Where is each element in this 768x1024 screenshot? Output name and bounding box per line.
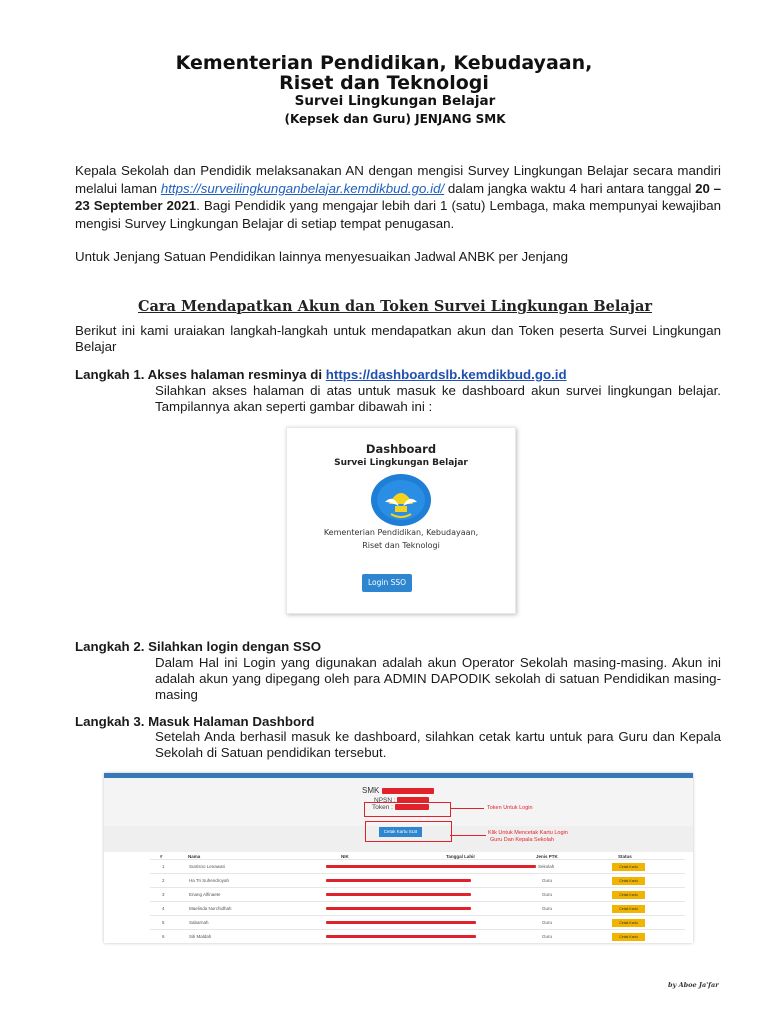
- login-org-line2: Riset dan Teknologi: [362, 541, 440, 550]
- dashboard-link[interactable]: https://dashboardslb.kemdikbud.go.id: [325, 367, 567, 382]
- table-row: [150, 859, 685, 874]
- login-screenshot: [286, 427, 516, 614]
- redacted-nik: [326, 879, 471, 882]
- table-row: [150, 887, 685, 902]
- token-annotation: Token Untuk Login: [487, 805, 533, 811]
- step-3-heading: Langkah 3. Masuk Halaman Dashbord: [75, 714, 315, 729]
- document-subtitle: Survei Lingkungan Belajar: [294, 93, 496, 109]
- row-ptk: Sekolah: [538, 864, 555, 869]
- col-header-ptk: Jenis PTK: [536, 854, 558, 859]
- row-ptk: Guru: [542, 892, 553, 897]
- login-title: Dashboard: [365, 442, 437, 456]
- row-no: 3: [162, 892, 165, 897]
- document-title-line1: Kementerian Pendidikan, Kebudayaan,: [175, 52, 593, 74]
- redacted-nik: [326, 907, 471, 910]
- redacted-nik: [326, 893, 471, 896]
- token-highlight-box: [364, 802, 451, 817]
- table-row: [150, 929, 685, 943]
- step-2-text: Dalam Hal ini Login yang digunakan adalah akun Operator Sekolah masing-masing. Akun ini adalah akun yang dipegang oleh para ADMIN DAPODIK sekolah di satuan Pendidikan masing-masing: [155, 655, 721, 702]
- row-ptk: Guru: [542, 906, 553, 911]
- redacted-nik: [326, 865, 536, 868]
- col-header-nik: NIK: [341, 854, 349, 859]
- print-annotation-2: Guru Dan Kepala Sekolah: [490, 837, 554, 843]
- col-header-nama: Nama: [188, 854, 201, 859]
- login-sso-button[interactable]: Login SSO: [362, 574, 412, 592]
- section-title: Cara Mendapatkan Akun dan Token Survei Lingkungan Belajar: [137, 298, 652, 315]
- document-subtitle-level: (Kepsek dan Guru) JENJANG SMK: [284, 112, 506, 126]
- table-row: [150, 901, 685, 916]
- step-1-text: Silahkan akses halaman di atas untuk masuk ke dashboard akun survei lingkungan belajar. Tampilannya akan seperti gambar dibawah ini :: [155, 383, 721, 414]
- token-label: Token :: [372, 804, 393, 811]
- redacted-school: [382, 788, 434, 794]
- redacted-nik: [326, 935, 476, 938]
- step-3-text: Setelah Anda berhasil masuk ke dashboard, silahkan cetak kartu untuk para Guru dan Kepala Sekolah di Satuan pendidikan tersebut.: [155, 729, 721, 760]
- intro-dates: 20 – 23 September 2021: [75, 180, 721, 213]
- login-subtitle: Survei Lingkungan Belajar: [334, 458, 468, 468]
- tut-wuri-handayani-logo-icon: [369, 472, 433, 528]
- row-nama: Maelinda Nurchidhah: [189, 906, 232, 911]
- row-print-button[interactable]: Cetak Kartu: [612, 877, 645, 885]
- row-print-button[interactable]: Cetak Kartu: [612, 863, 645, 871]
- section-intro: Berikut ini kami uraiakan langkah-langkah untuk mendapatkan akun dan Token peserta Survei Lingkungan Belajar: [75, 323, 721, 354]
- step-2-heading: Langkah 2. Silahkan login dengan SSO: [75, 639, 322, 654]
- intro-text-b: dalam jangka waktu 4 hari antara tanggal: [444, 180, 696, 196]
- row-no: 2: [162, 878, 165, 883]
- row-no: 1: [162, 864, 165, 869]
- table-row: [150, 873, 685, 888]
- survey-link[interactable]: https://surveilingkunganbelajar.kemdikbud.go.id/: [160, 180, 445, 196]
- col-header-tanggal: Tanggal Lahir: [446, 854, 476, 859]
- dashboard-screenshot: [104, 773, 693, 943]
- intro-text-a: Kepala Sekolah dan Pendidik melaksanakan AN dengan mengisi Survey Lingkungan Belajar secara mandiri melalui laman: [75, 163, 721, 196]
- print-annotation-1: Klik Untuk Mencetak Kartu Login: [488, 830, 568, 836]
- npsn-label: NPSN :: [374, 797, 396, 804]
- document-title-line2: Riset dan Teknologi: [279, 72, 489, 94]
- intro-text-c: . Bagi Pendidik yang mengajar lebih dari 1 (satu) Lembaga, maka mempunyai kewajiban mengisi Survey Lingkungan Belajar di setiap tempat penugasan.: [75, 198, 721, 231]
- row-no: 6: [162, 934, 165, 939]
- col-header-no: #: [160, 854, 163, 859]
- row-nama: Sabarnah: [189, 920, 209, 925]
- row-ptk: Guru: [542, 878, 553, 883]
- row-print-button[interactable]: Cetak Kartu: [612, 933, 645, 941]
- print-arrow: [450, 835, 486, 836]
- col-header-status: Status: [618, 854, 632, 859]
- print-card-button[interactable]: Cetak Kartu SLB: [379, 827, 422, 837]
- step-1-label: Langkah 1. Akses halaman resminya di: [75, 367, 326, 382]
- school-label: SMK: [362, 786, 380, 795]
- footer-credit: by Aboe Ja'far: [668, 981, 719, 989]
- row-print-button[interactable]: Cetak Kartu: [612, 919, 645, 927]
- school-name: [362, 786, 434, 795]
- row-nama: Enang Alfinaete: [189, 892, 221, 897]
- step-1-heading: [75, 367, 567, 382]
- token-arrow: [450, 808, 484, 809]
- row-nama: Sutrisno Lenawati: [189, 864, 225, 869]
- row-ptk: Guru: [542, 920, 553, 925]
- row-print-button[interactable]: Cetak Kartu: [612, 891, 645, 899]
- redacted-nik: [326, 921, 476, 924]
- intro-paragraph: [75, 162, 721, 232]
- jadwal-paragraph: Untuk Jenjang Satuan Pendidikan lainnya menyesuaikan Jadwal ANBK per Jenjang: [75, 249, 569, 264]
- table-row: [150, 915, 685, 930]
- login-org-line1: Kementerian Pendidikan, Kebudayaan,: [323, 528, 479, 537]
- row-no: 5: [162, 920, 165, 925]
- row-nama: Siti Maldah: [189, 934, 212, 939]
- row-no: 4: [162, 906, 165, 911]
- row-print-button[interactable]: Cetak Kartu: [612, 905, 645, 913]
- row-nama: Ha Tri Suhendroyah: [189, 878, 230, 883]
- row-ptk: Guru: [542, 934, 553, 939]
